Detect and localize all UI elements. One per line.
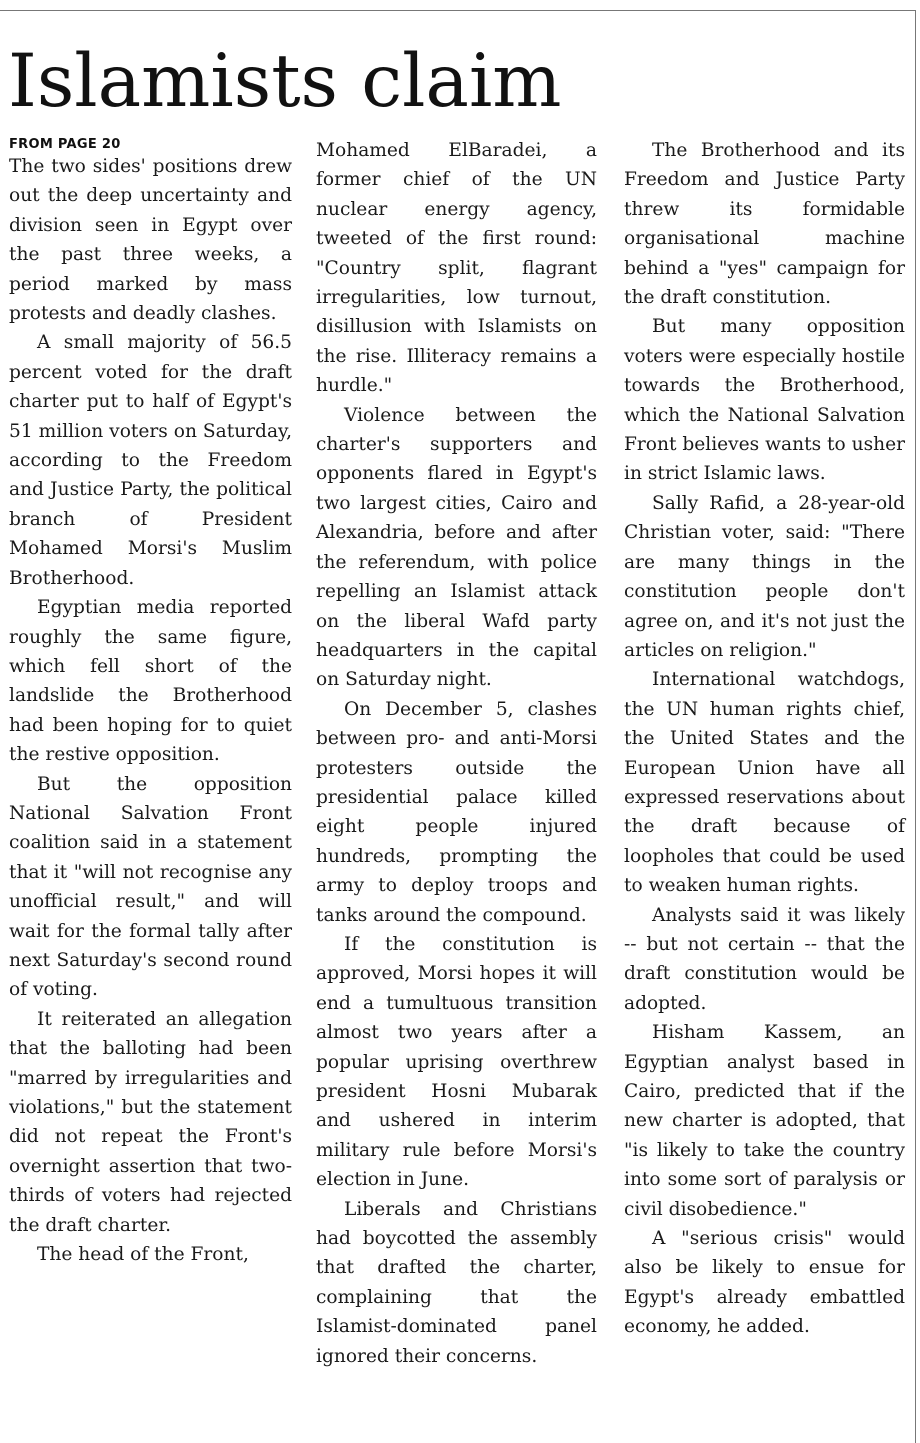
paragraph: If the constitution is approved, Morsi hopes it will end a tumultuous transition almost two years after a popular uprising overthrew president Hosni Mubarak and ushered in interim military rule before Morsi's election in June. <box>316 933 597 1191</box>
paragraph: It reiterated an allegation that the balloting had been "marred by irregularities and violations," but the statement did not repeat the Front's overnight assertion that two-thirds of voters had rejected the draft charter. <box>9 1008 292 1236</box>
article-column-3 <box>624 136 905 1342</box>
article-column-1 <box>9 152 292 1269</box>
paragraph: The head of the Front, <box>37 1244 249 1266</box>
paragraph: The two sides' positions drew out the deep uncertainty and division seen in Egypt over the past three weeks, a period marked by mass protests and deadly clashes. <box>9 156 292 325</box>
paragraph: International watchdogs, the UN human rights chief, the United States and the European Union have all expressed reservations about the draft because of loopholes that could be used to weaken human rights. <box>624 669 905 897</box>
paragraph: Violence between the charter's supporters and opponents flared in Egypt's two largest cities, Cairo and Alexandria, before and after the referendum, with police repelling an Islamist attack on the liberal Wafd party headquarters in the capital on Saturday night. <box>316 404 597 691</box>
right-border-rule <box>915 10 916 1443</box>
paragraph: But many opposition voters were especially hostile towards the Brotherhood, which the National Salvation Front believes wants to usher in strict Islamic laws. <box>624 316 905 485</box>
paragraph: Sally Rafid, a 28-year-old Christian voter, said: "There are many things in the constitution people don't agree on, and it's not just the articles on religion." <box>624 492 905 661</box>
continuation-kicker: FROM PAGE 20 <box>9 137 121 152</box>
paragraph: Mohamed ElBaradei, a former chief of the UN nuclear energy agency, tweeted of the first round: "Country split, flagrant irregularities, low turnout, disillusion with Islamists on the rise. Illiteracy remains a hurdle." <box>316 140 597 397</box>
paragraph: On December 5, clashes between pro- and anti-Morsi protesters outside the presidential palace killed eight people injured hundreds, prompting the army to deploy troops and tanks around the compound. <box>316 698 597 926</box>
paragraph: Analysts said it was likely -- but not certain -- that the draft constitution would be adopted. <box>624 904 905 1014</box>
paragraph: But the opposition National Salvation Front coalition said in a statement that it "will not recognise any unofficial result," and will wait for the formal tally after next Saturday's second round of voting. <box>9 773 292 1001</box>
paragraph: Liberals and Christians had boycotted the assembly that drafted the charter, complaining that the Islamist-dominated panel ignored their concerns. <box>316 1198 597 1367</box>
article-column-2 <box>316 136 597 1371</box>
paragraph: A small majority of 56.5 percent voted for the draft charter put to half of Egypt's 51 million voters on Saturday, according to the Freedom and Justice Party, the political branch of President Mohamed Morsi's Muslim Brotherhood. <box>9 332 292 589</box>
paragraph: A "serious crisis" would also be likely to ensue for Egypt's already embattled economy, he added. <box>624 1228 905 1338</box>
paragraph: The Brotherhood and its Freedom and Justice Party threw its formidable organisational machine behind a "yes" campaign for the draft constitution. <box>624 140 905 309</box>
paragraph: Egyptian media reported roughly the same figure, which fell short of the landslide the Brotherhood had been hoping for to quiet the restive opposition. <box>9 597 292 766</box>
article-headline: Islamists claim <box>8 39 562 124</box>
top-border-rule <box>0 10 916 11</box>
paragraph: Hisham Kassem, an Egyptian analyst based in Cairo, predicted that if the new charter is adopted, that "is likely to take the country into some sort of paralysis or civil disobedience." <box>624 1022 905 1220</box>
